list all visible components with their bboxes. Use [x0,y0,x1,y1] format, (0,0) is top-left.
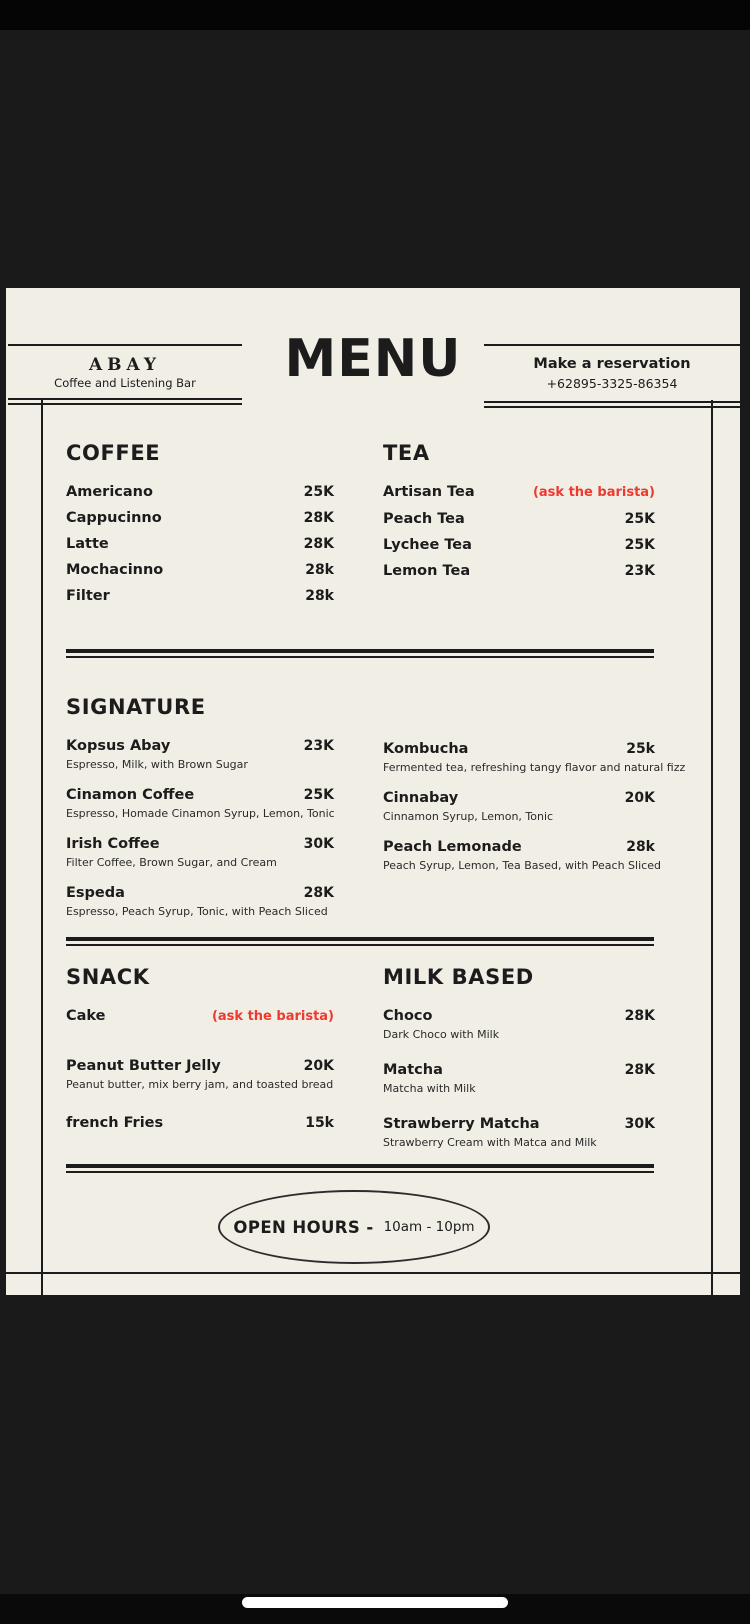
item-price: 28K [624,1062,655,1078]
item-note: (ask the barista) [211,1009,334,1024]
menu-item [66,1007,334,1026]
item-description: Fermented tea, refreshing tangy flavor and natural fizz [383,761,686,774]
section-title-snack: SNACK [66,965,150,989]
menu-item [66,786,334,821]
menu-item [383,510,655,528]
menu-item [383,740,686,775]
frame-line-right [711,400,713,1295]
signature-right-items [383,740,686,873]
reservation-label: Make a reservation [533,355,691,372]
item-price: 28k [626,839,655,855]
menu-item [66,483,334,501]
milk-based-items [383,1007,655,1150]
section-coffee [66,440,334,613]
item-description: Peanut butter, mix berry jam, and toasted bread [66,1078,334,1091]
item-price: 23K [303,738,334,754]
item-name: Peanut Butter Jelly [66,1058,221,1074]
section-milk-based [383,964,655,1169]
item-name: Cake [66,1008,106,1024]
item-price: 28K [624,1008,655,1024]
frame-line-bottom [6,1272,740,1274]
item-description: Espresso, Homade Cinamon Syrup, Lemon, Tonic [66,807,335,820]
section-title-signature: SIGNATURE [66,695,206,719]
section-title-milk-based: MILK BASED [383,965,534,989]
item-price: 15k [305,1115,334,1131]
home-indicator[interactable] [242,1597,508,1608]
item-name: Cinnabay [383,790,459,806]
item-name: Filter [66,588,110,604]
snack-items [66,1007,334,1132]
item-price: 25k [626,741,655,757]
menu-item [383,536,655,554]
item-name: Irish Coffee [66,836,160,852]
signature-left-items [66,737,334,919]
double-divider-line [484,401,740,408]
item-price: 23K [624,563,655,579]
item-price: 25K [303,787,334,803]
item-description: Peach Syrup, Lemon, Tea Based, with Peach Sliced [383,859,661,872]
item-description: Filter Coffee, Brown Sugar, and Cream [66,856,277,869]
item-price: 30K [303,836,334,852]
item-note: (ask the barista) [532,485,655,500]
item-name: Cappucinno [66,510,162,526]
menu-item [66,1057,334,1092]
item-price: 20K [303,1058,334,1074]
frame-line-left [41,400,43,1295]
menu-card [6,288,740,1295]
section-title-tea: TEA [383,441,430,465]
item-name: Peach Tea [383,511,465,527]
open-hours-label: OPEN HOURS - [233,1217,374,1237]
double-divider-line [8,398,242,405]
section-divider [66,1164,654,1173]
coffee-items [66,483,334,605]
section-divider [66,649,654,658]
item-price: 28k [305,562,334,578]
section-signature [66,694,334,933]
menu-title: MENU [284,329,462,389]
item-name: Cinamon Coffee [66,787,195,803]
item-name: Artisan Tea [383,484,475,500]
item-price: 28K [303,536,334,552]
item-price: 25K [624,537,655,553]
open-hours-badge [218,1190,490,1264]
item-price: 30K [624,1116,655,1132]
menu-item [383,562,655,580]
item-description: Espresso, Milk, with Brown Sugar [66,758,248,771]
menu-item [383,789,655,824]
menu-item [383,483,655,502]
item-name: Matcha [383,1062,443,1078]
brand-tagline: Coffee and Listening Bar [54,375,196,390]
menu-item [66,835,334,870]
item-description: Strawberry Cream with Matca and Milk [383,1136,597,1149]
menu-item [66,1114,334,1132]
menu-item [66,509,334,527]
menu-item [383,1115,655,1150]
item-name: Kopsus Abay [66,738,171,754]
item-name: Latte [66,536,109,552]
menu-item [66,535,334,553]
item-name: Mochacinno [66,562,164,578]
reservation-block [484,344,740,408]
item-name: Lemon Tea [383,563,471,579]
item-price: 28K [303,885,334,901]
menu-item [383,838,661,873]
item-name: Lychee Tea [383,537,472,553]
item-description: Espresso, Peach Syrup, Tonic, with Peach Sliced [66,905,328,918]
item-price: 25K [303,484,334,500]
item-price: 28k [305,588,334,604]
item-description: Dark Choco with Milk [383,1028,500,1041]
item-name: Americano [66,484,153,500]
item-name: Kombucha [383,741,469,757]
item-name: Peach Lemonade [383,839,522,855]
item-name: french Fries [66,1115,164,1131]
item-description: Cinnamon Syrup, Lemon, Tonic [383,810,554,823]
item-price: 28K [303,510,334,526]
item-name: Espeda [66,885,125,901]
menu-item [66,561,334,579]
item-name: Choco [383,1008,433,1024]
divider-line [484,344,740,346]
brand-name: ABAY [88,354,162,375]
menu-item [66,587,334,605]
menu-item [383,1007,655,1042]
section-signature-right [383,740,686,887]
reservation-phone: +62895-3325-86354 [546,375,678,391]
section-snack [66,964,334,1146]
menu-item [383,1061,655,1096]
status-bar [0,0,750,30]
menu-item [66,884,334,919]
item-price: 20K [624,790,655,806]
section-title-coffee: COFFEE [66,441,161,465]
section-divider [66,937,654,946]
item-description: Matcha with Milk [383,1082,476,1095]
item-name: Strawberry Matcha [383,1116,540,1132]
item-price: 25K [624,511,655,527]
open-hours-time: 10am - 10pm [383,1219,475,1235]
menu-item [66,737,334,772]
tea-items [383,483,655,580]
section-tea [383,440,655,588]
